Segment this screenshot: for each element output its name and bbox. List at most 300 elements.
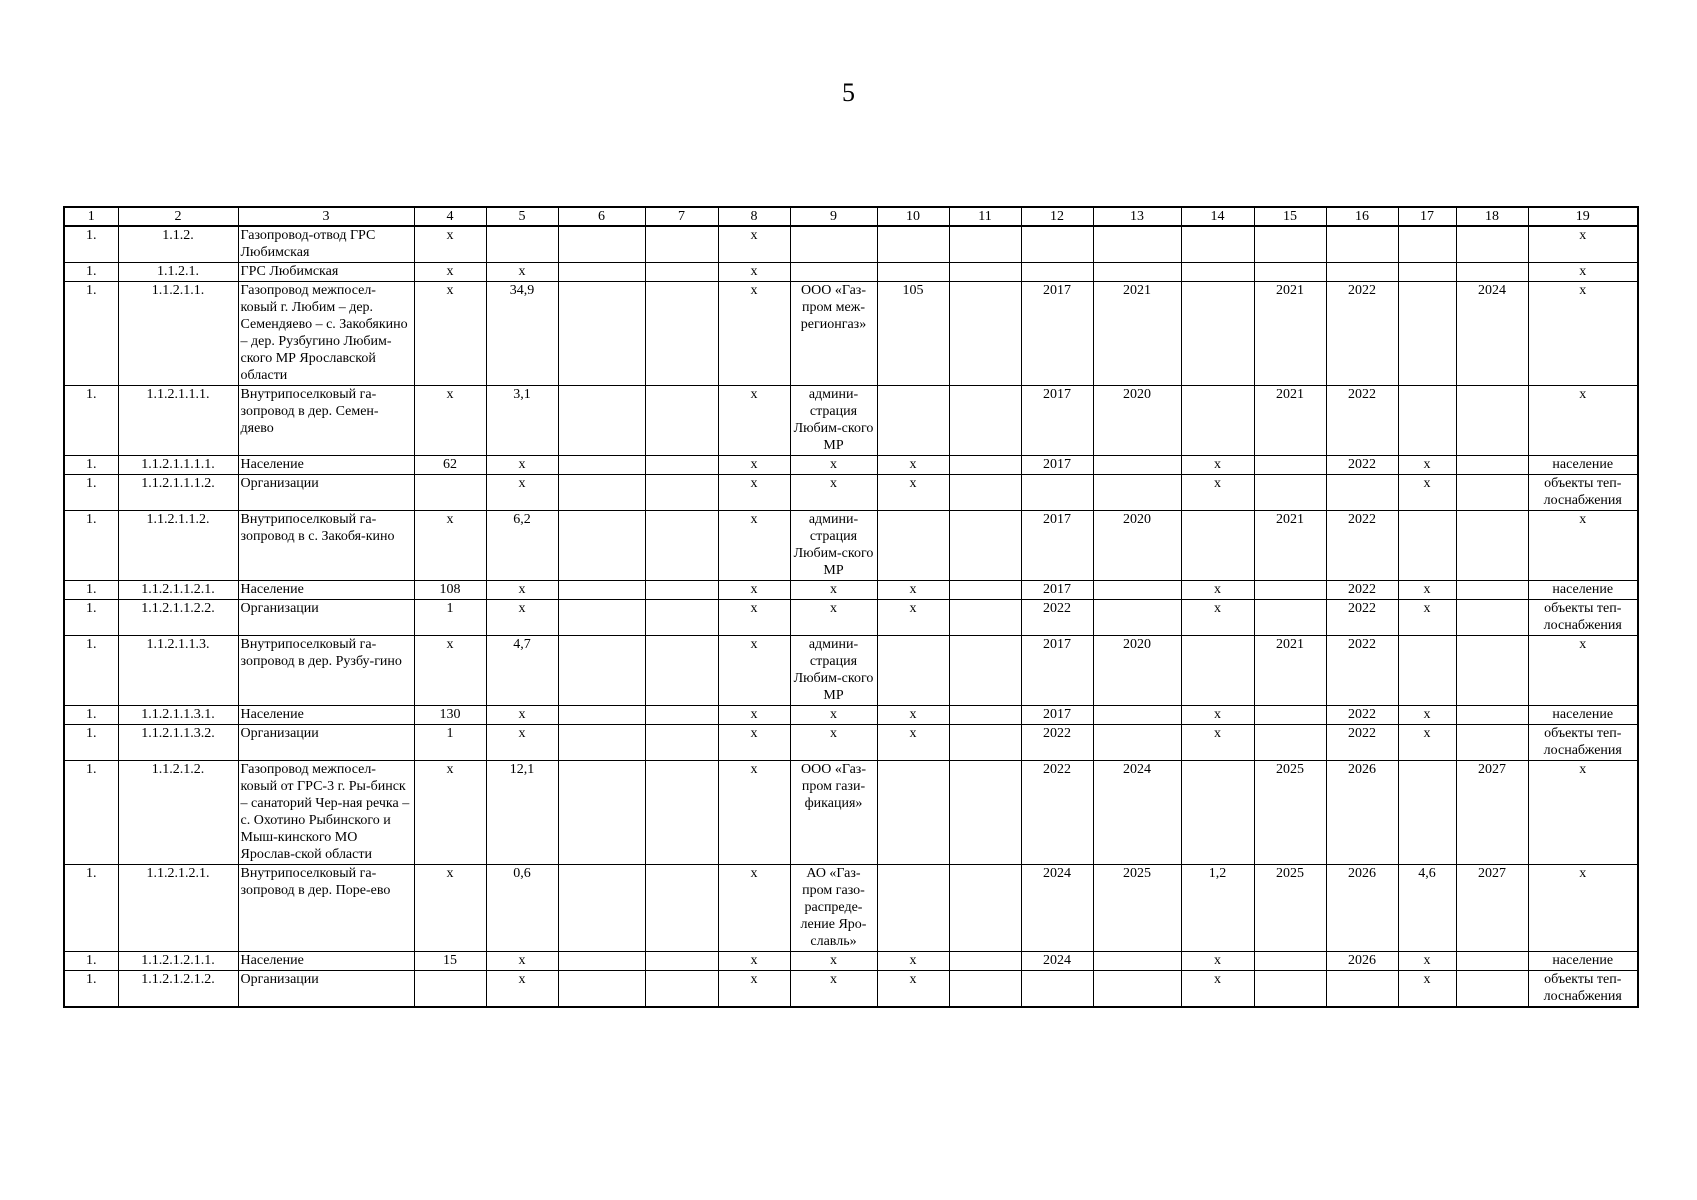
column-header: 14 <box>1181 207 1254 226</box>
table-cell: 1.1.2.1.1.1.1. <box>118 456 238 475</box>
table-cell <box>1093 456 1181 475</box>
table-cell <box>645 226 718 263</box>
table-cell <box>558 581 645 600</box>
table-cell: x <box>1528 226 1638 263</box>
table-cell <box>1398 386 1456 456</box>
table-cell: x <box>1398 725 1456 761</box>
table-cell <box>949 600 1021 636</box>
table-cell <box>1181 226 1254 263</box>
table-cell: 1 <box>414 600 486 636</box>
table-cell <box>558 386 645 456</box>
table-cell: x <box>877 600 949 636</box>
table-cell: 1 <box>414 725 486 761</box>
table-cell: 1.1.2.1. <box>118 263 238 282</box>
table-cell <box>877 386 949 456</box>
table-cell: 1. <box>64 952 118 971</box>
table-cell: 12,1 <box>486 761 558 865</box>
table-cell <box>645 456 718 475</box>
table-cell <box>1181 263 1254 282</box>
table-cell: 2022 <box>1326 511 1398 581</box>
table-cell: x <box>486 456 558 475</box>
table-cell <box>558 952 645 971</box>
table-cell <box>1456 226 1528 263</box>
table-cell: 2022 <box>1021 600 1093 636</box>
table-cell: x <box>414 511 486 581</box>
table-cell <box>1326 971 1398 1008</box>
table-cell: 1.1.2.1.1.3.2. <box>118 725 238 761</box>
table-cell: x <box>1528 282 1638 386</box>
table-cell: админи-страция Любим-ского МР <box>790 636 877 706</box>
table-cell: 2017 <box>1021 511 1093 581</box>
column-header: 6 <box>558 207 645 226</box>
table-cell: 1. <box>64 511 118 581</box>
table-cell: x <box>718 475 790 511</box>
table-cell <box>949 282 1021 386</box>
table-cell <box>877 761 949 865</box>
table-cell <box>949 511 1021 581</box>
table-cell: x <box>486 706 558 725</box>
table-cell: 1. <box>64 725 118 761</box>
table-cell: Организации <box>238 600 414 636</box>
table-cell: 1.1.2.1.2.1. <box>118 865 238 952</box>
table-cell <box>1326 475 1398 511</box>
table-cell <box>414 475 486 511</box>
table-row <box>64 456 1638 475</box>
table-cell: 2022 <box>1326 581 1398 600</box>
table-cell: x <box>877 456 949 475</box>
table-row <box>64 636 1638 706</box>
table-cell <box>1254 971 1326 1008</box>
table-cell: x <box>718 636 790 706</box>
table-cell: 1.1.2.1.1. <box>118 282 238 386</box>
table-cell: x <box>486 600 558 636</box>
table-cell: 62 <box>414 456 486 475</box>
table-cell: x <box>486 971 558 1008</box>
table-cell <box>558 761 645 865</box>
table-cell: x <box>1181 706 1254 725</box>
table-cell <box>949 636 1021 706</box>
table-cell: x <box>414 263 486 282</box>
table-cell: 2021 <box>1254 636 1326 706</box>
table-cell: x <box>1181 581 1254 600</box>
table-cell <box>1093 971 1181 1008</box>
table-cell: x <box>1398 706 1456 725</box>
table-cell: x <box>1398 952 1456 971</box>
table-cell: x <box>790 581 877 600</box>
table-cell <box>877 865 949 952</box>
table-cell <box>1093 706 1181 725</box>
table-cell: 1.1.2.1.1.1. <box>118 386 238 456</box>
table-cell: x <box>790 475 877 511</box>
table-cell: x <box>1528 386 1638 456</box>
table-cell: АО «Газ-пром газо-распреде-ление Яро-славль» <box>790 865 877 952</box>
table-row <box>64 952 1638 971</box>
table-cell: 1.1.2.1.1.3. <box>118 636 238 706</box>
table-row <box>64 971 1638 1008</box>
table-cell: 3,1 <box>486 386 558 456</box>
table-cell: 1. <box>64 636 118 706</box>
table-cell: 2022 <box>1326 282 1398 386</box>
table-cell: 2025 <box>1093 865 1181 952</box>
table-row <box>64 600 1638 636</box>
table-cell <box>414 971 486 1008</box>
table-row <box>64 725 1638 761</box>
table-cell: 2022 <box>1326 456 1398 475</box>
column-header: 10 <box>877 207 949 226</box>
table-cell: 1. <box>64 706 118 725</box>
table-cell <box>645 865 718 952</box>
table-cell <box>558 636 645 706</box>
table-cell: 1. <box>64 386 118 456</box>
column-header: 19 <box>1528 207 1638 226</box>
table-cell: Население <box>238 706 414 725</box>
column-header: 4 <box>414 207 486 226</box>
table-cell: x <box>1398 456 1456 475</box>
table-cell: 6,2 <box>486 511 558 581</box>
table-cell: x <box>486 725 558 761</box>
table-cell <box>949 386 1021 456</box>
table-cell <box>949 456 1021 475</box>
table-cell: Организации <box>238 475 414 511</box>
table-cell: 2017 <box>1021 706 1093 725</box>
table-cell <box>1254 475 1326 511</box>
table-cell <box>1456 706 1528 725</box>
table-cell: x <box>1181 971 1254 1008</box>
table-cell: 1.1.2.1.1.1.2. <box>118 475 238 511</box>
table-cell: 2021 <box>1093 282 1181 386</box>
table-cell <box>949 971 1021 1008</box>
table-cell <box>645 475 718 511</box>
table-cell <box>877 226 949 263</box>
table-cell: 2017 <box>1021 282 1093 386</box>
table-cell <box>1181 636 1254 706</box>
table-cell: x <box>877 706 949 725</box>
table-cell <box>645 636 718 706</box>
table-cell <box>1456 952 1528 971</box>
table-cell: x <box>718 282 790 386</box>
table-cell <box>1456 971 1528 1008</box>
table-cell: Организации <box>238 725 414 761</box>
table-cell: x <box>718 725 790 761</box>
table-cell <box>949 865 1021 952</box>
table-cell: x <box>790 725 877 761</box>
table-cell: 2024 <box>1456 282 1528 386</box>
table-cell: 1. <box>64 865 118 952</box>
table-cell <box>1456 725 1528 761</box>
table-cell <box>1181 511 1254 581</box>
table-cell: x <box>414 761 486 865</box>
table-cell: x <box>1181 600 1254 636</box>
table-cell <box>1456 456 1528 475</box>
table-cell: объекты теп-лоснабжения <box>1528 971 1638 1008</box>
table-cell: x <box>718 511 790 581</box>
table-cell: x <box>486 475 558 511</box>
table-cell: 105 <box>877 282 949 386</box>
table-cell: x <box>718 706 790 725</box>
table-cell: x <box>1398 971 1456 1008</box>
column-header: 1 <box>64 207 118 226</box>
table-cell <box>1181 282 1254 386</box>
table-cell: 1. <box>64 581 118 600</box>
table-cell: 1.1.2.1.2.1.1. <box>118 952 238 971</box>
table-cell: x <box>1181 456 1254 475</box>
table-cell: x <box>790 971 877 1008</box>
table-cell <box>645 761 718 865</box>
table-cell: 1.1.2.1.2. <box>118 761 238 865</box>
table-cell <box>645 952 718 971</box>
table-cell: 1. <box>64 475 118 511</box>
table-cell: x <box>877 581 949 600</box>
table-cell: 2017 <box>1021 456 1093 475</box>
table-cell <box>558 725 645 761</box>
table-cell <box>645 971 718 1008</box>
table-cell: 2024 <box>1021 952 1093 971</box>
table-cell: x <box>486 263 558 282</box>
table-cell: админи-страция Любим-ского МР <box>790 386 877 456</box>
table-cell: население <box>1528 706 1638 725</box>
table-cell: x <box>1528 636 1638 706</box>
table-cell <box>558 456 645 475</box>
table-cell <box>949 475 1021 511</box>
table-cell: 2020 <box>1093 511 1181 581</box>
table-cell: 1.1.2.1.1.2.2. <box>118 600 238 636</box>
table-cell <box>1456 636 1528 706</box>
table-cell: 1. <box>64 600 118 636</box>
table-cell <box>790 226 877 263</box>
table-cell: x <box>486 581 558 600</box>
table-cell: админи-страция Любим-ского МР <box>790 511 877 581</box>
table-cell: 4,7 <box>486 636 558 706</box>
table-cell: 2024 <box>1093 761 1181 865</box>
table-cell: население <box>1528 952 1638 971</box>
page-number: 5 <box>842 78 855 107</box>
table-cell <box>877 511 949 581</box>
table-cell <box>1093 952 1181 971</box>
table-cell <box>558 282 645 386</box>
table-cell <box>1021 263 1093 282</box>
column-header: 11 <box>949 207 1021 226</box>
table-row <box>64 761 1638 865</box>
table-cell: x <box>414 386 486 456</box>
table-cell <box>1093 600 1181 636</box>
table-cell: Газопровод межпосел-ковый г. Любим – дер. Семендяево – с. Закобякино – дер. Рузбугино Любим-ского МР Ярославской области <box>238 282 414 386</box>
table-row <box>64 511 1638 581</box>
table-cell: 2025 <box>1254 761 1326 865</box>
table-cell: x <box>718 865 790 952</box>
table-cell <box>558 475 645 511</box>
table-cell: 2027 <box>1456 865 1528 952</box>
column-header: 3 <box>238 207 414 226</box>
table-cell: Внутрипоселковый га-зопровод в дер. Семен-дяево <box>238 386 414 456</box>
table-cell <box>1254 581 1326 600</box>
table-cell: Газопровод межпосел-ковый от ГРС-3 г. Ры-бинск – санаторий Чер-ная речка – с. Охотино Рыбинского и Мыш-кинского МО Ярослав-ской области <box>238 761 414 865</box>
table-cell: 2017 <box>1021 386 1093 456</box>
table-cell: x <box>877 971 949 1008</box>
table-cell: x <box>1398 581 1456 600</box>
table-cell: 2025 <box>1254 865 1326 952</box>
table-cell: 1. <box>64 263 118 282</box>
table-cell <box>486 226 558 263</box>
table-cell <box>1093 226 1181 263</box>
table-cell <box>949 226 1021 263</box>
table-cell: Организации <box>238 971 414 1008</box>
table-cell: 2026 <box>1326 865 1398 952</box>
table-cell: x <box>1398 475 1456 511</box>
table-cell: ООО «Газ-пром меж-регионгаз» <box>790 282 877 386</box>
table-cell: x <box>790 952 877 971</box>
table-cell <box>645 282 718 386</box>
table-cell <box>1326 263 1398 282</box>
table-cell: 1. <box>64 761 118 865</box>
table-cell: 2022 <box>1326 386 1398 456</box>
table-cell <box>645 600 718 636</box>
table-cell: 2022 <box>1021 725 1093 761</box>
table-cell <box>877 263 949 282</box>
table-cell: 2027 <box>1456 761 1528 865</box>
table-cell: x <box>1528 263 1638 282</box>
table-cell <box>1398 636 1456 706</box>
table-cell <box>1093 725 1181 761</box>
table-cell: x <box>718 600 790 636</box>
table-cell: 15 <box>414 952 486 971</box>
table-row <box>64 263 1638 282</box>
table-cell <box>645 706 718 725</box>
table-cell: 2020 <box>1093 636 1181 706</box>
table-cell: x <box>790 456 877 475</box>
table-cell: x <box>790 706 877 725</box>
column-header: 13 <box>1093 207 1181 226</box>
column-header: 2 <box>118 207 238 226</box>
table-cell <box>558 706 645 725</box>
table-cell: x <box>414 865 486 952</box>
table-cell: x <box>414 226 486 263</box>
table-cell: население <box>1528 581 1638 600</box>
table-cell: x <box>1528 511 1638 581</box>
table-cell: объекты теп-лоснабжения <box>1528 725 1638 761</box>
table-cell: объекты теп-лоснабжения <box>1528 600 1638 636</box>
table-row <box>64 226 1638 263</box>
table-cell: x <box>414 282 486 386</box>
table-cell <box>1254 725 1326 761</box>
table-cell: 2026 <box>1326 761 1398 865</box>
table-cell: 2022 <box>1326 706 1398 725</box>
table-cell <box>558 971 645 1008</box>
table-cell <box>1456 581 1528 600</box>
table-cell: население <box>1528 456 1638 475</box>
table-cell <box>558 511 645 581</box>
table-cell: 2022 <box>1326 725 1398 761</box>
table-cell <box>1254 263 1326 282</box>
column-header: 15 <box>1254 207 1326 226</box>
column-header: 9 <box>790 207 877 226</box>
table-cell <box>1326 226 1398 263</box>
table-cell <box>1398 761 1456 865</box>
table-cell: 1. <box>64 971 118 1008</box>
table-cell <box>558 263 645 282</box>
table-cell: x <box>877 952 949 971</box>
table-cell: 2020 <box>1093 386 1181 456</box>
table-cell <box>877 636 949 706</box>
table-cell <box>645 511 718 581</box>
table-cell: x <box>718 386 790 456</box>
table-cell: 1. <box>64 282 118 386</box>
table-cell <box>645 263 718 282</box>
table-row <box>64 475 1638 511</box>
table-cell: x <box>718 971 790 1008</box>
table-cell: 108 <box>414 581 486 600</box>
header-row <box>64 207 1638 226</box>
table-cell <box>1398 263 1456 282</box>
table-cell: x <box>1398 600 1456 636</box>
table-cell <box>949 725 1021 761</box>
column-header: 17 <box>1398 207 1456 226</box>
data-table <box>63 206 1639 1008</box>
column-header: 5 <box>486 207 558 226</box>
table-cell: x <box>718 581 790 600</box>
table-cell: x <box>718 226 790 263</box>
table-row <box>64 386 1638 456</box>
table-cell <box>1254 456 1326 475</box>
table-cell <box>1398 511 1456 581</box>
table-cell: 130 <box>414 706 486 725</box>
table-cell: x <box>718 761 790 865</box>
table-cell: объекты теп-лоснабжения <box>1528 475 1638 511</box>
table-cell <box>1021 226 1093 263</box>
table-cell: x <box>718 456 790 475</box>
column-header: 8 <box>718 207 790 226</box>
table-cell: 2022 <box>1326 636 1398 706</box>
table-cell: 2024 <box>1021 865 1093 952</box>
table-cell: 34,9 <box>486 282 558 386</box>
table-cell: 1.1.2. <box>118 226 238 263</box>
table-cell: ГРС Любимская <box>238 263 414 282</box>
table-cell: 0,6 <box>486 865 558 952</box>
table-row <box>64 581 1638 600</box>
table-cell <box>949 263 1021 282</box>
table-cell <box>645 386 718 456</box>
table-cell: Газопровод-отвод ГРС Любимская <box>238 226 414 263</box>
table-cell: x <box>718 952 790 971</box>
table-cell <box>1398 282 1456 386</box>
table-cell: x <box>1181 725 1254 761</box>
table-cell <box>949 952 1021 971</box>
table-row <box>64 282 1638 386</box>
table-cell: 1.1.2.1.1.3.1. <box>118 706 238 725</box>
column-header: 12 <box>1021 207 1093 226</box>
table-cell: Внутрипоселковый га-зопровод в с. Закобя-кино <box>238 511 414 581</box>
table-cell: x <box>790 600 877 636</box>
table-cell <box>1093 581 1181 600</box>
table-cell: x <box>877 475 949 511</box>
table-cell: 1.1.2.1.1.2.1. <box>118 581 238 600</box>
table-cell: 2022 <box>1021 761 1093 865</box>
table-cell: 2021 <box>1254 282 1326 386</box>
table-cell <box>1093 475 1181 511</box>
table-cell <box>558 865 645 952</box>
table-cell <box>949 706 1021 725</box>
table-cell <box>558 600 645 636</box>
table-cell: 2017 <box>1021 581 1093 600</box>
table-cell <box>1093 263 1181 282</box>
table-cell <box>1181 761 1254 865</box>
table-cell: 2026 <box>1326 952 1398 971</box>
table-cell <box>1021 971 1093 1008</box>
table-cell <box>1398 226 1456 263</box>
column-header: 16 <box>1326 207 1398 226</box>
table-cell: 1. <box>64 226 118 263</box>
table-cell: x <box>486 952 558 971</box>
table-cell <box>1456 386 1528 456</box>
